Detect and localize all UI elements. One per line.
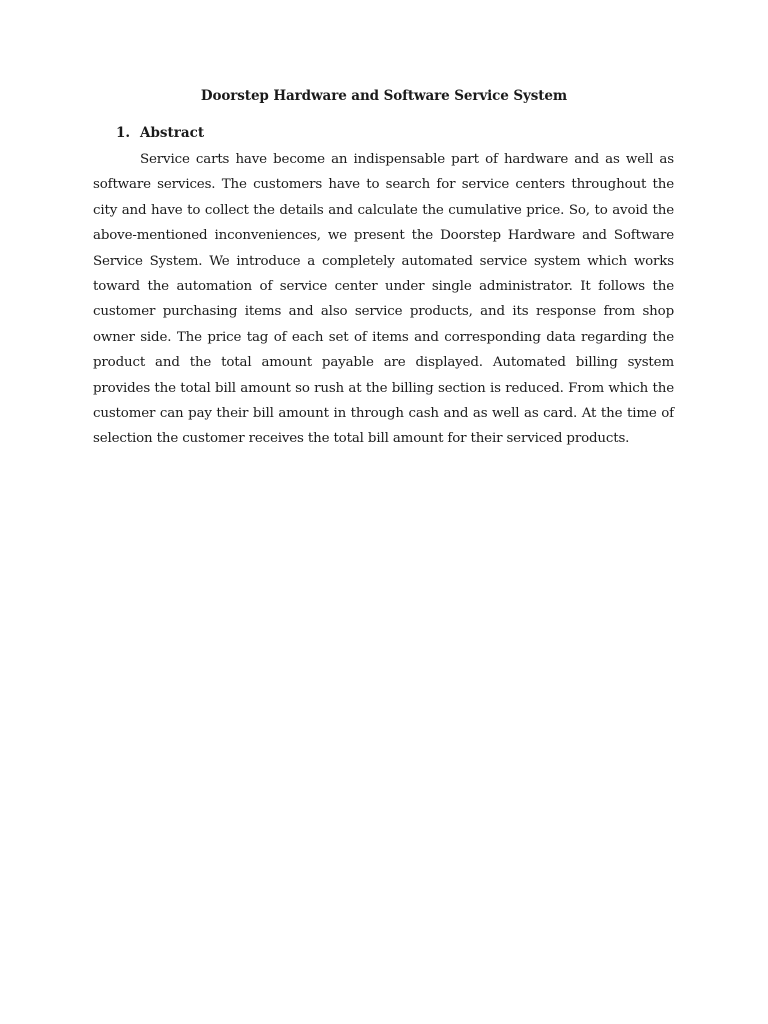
section-heading-label: Abstract: [140, 125, 205, 141]
section-number: 1.: [116, 125, 131, 141]
abstract-paragraph: Service carts have become an indispensable part of hardware and as well as software services. The customers have to search for service centers throughout the city and have to collect the details and calculate the cumulative price. So, to avoid the above-mentioned inconveniences, we present the Doorstep Hardware and Software Service System. We introduce a completely automated service system which works toward the automation of service center under single administrator. It follows the customer purchasing items and also service products, and its response from shop owner side. The price tag of each set of items and corresponding data regarding the product and the total amount payable are displayed. Automated billing system provides the total bill amount so rush at the billing section is reduced. From which the customer can pay their bill amount in through cash and as well as card. At the time of selection the customer receives the total bill amount for their serviced products.: [93, 152, 674, 447]
document-title: Doorstep Hardware and Software Service System: [200, 88, 568, 104]
section-heading-abstract: [116, 125, 204, 141]
